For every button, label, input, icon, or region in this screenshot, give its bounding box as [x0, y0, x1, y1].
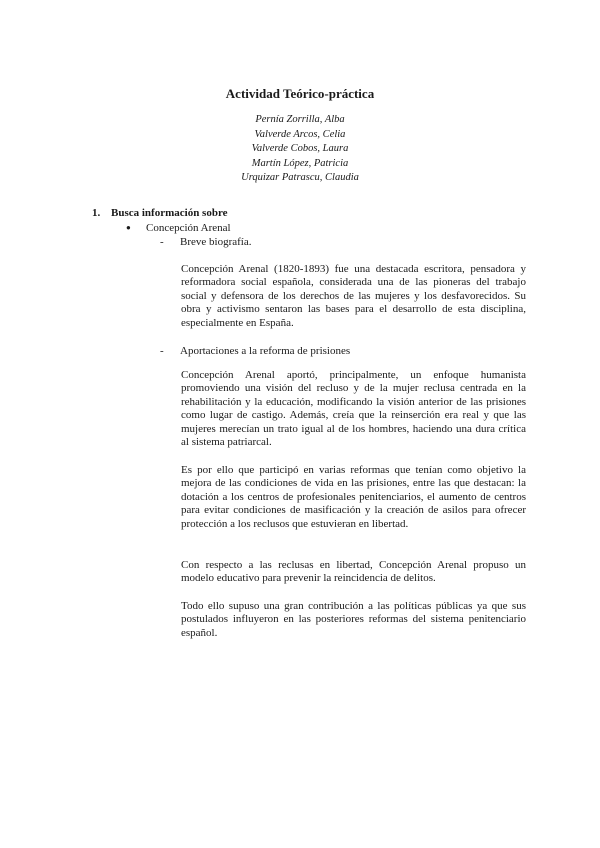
bullet-item — [126, 222, 231, 234]
section-heading-text: Busca información sobre — [111, 207, 228, 219]
author-name: Valverde Arcos, Celia — [254, 128, 346, 140]
paragraph-reforms: Es por ello que participó en varias reformas que tenían como objetivo la mejora de las condiciones de vida en las prisiones, entre las que destacan: la dotación a los centros de profesionales penitenciarios, el aumento de centros para evitar condiciones de masificación y la creación de asilos para ofrecer protección a los reclusos que estuvieran en libertad. — [181, 464, 526, 530]
document-title: Actividad Teórico-práctica — [225, 86, 375, 101]
author-name: Valverde Cobos, Laura — [251, 143, 349, 154]
dash-icon: - — [160, 345, 164, 357]
author-name: Pernía Zorrilla, Alba — [255, 114, 345, 125]
dash-icon: - — [160, 236, 164, 248]
author-list — [0, 113, 600, 186]
subitem-prison-reform — [160, 345, 350, 357]
paragraph-humanist-approach: Concepción Arenal aportó, principalmente, un enfoque humanista promoviendo una visión del recluso y de la mujer reclusa centrada en la rehabilitación y la educación, modificando la visión anterior de las prisiones como lugar de castigo. Además, creía que la reinserción era real y que las mujeres merecían un trato igual al de los hombres, haciendo una dura crítica al sistema patriarcal. — [181, 369, 526, 449]
paragraph-conclusion: Todo ello supuso una gran contribución a las políticas públicas ya que sus postulados influyeron en las posteriores reformas del sistema penitenciario español. — [181, 600, 526, 639]
section-number: 1. — [92, 207, 101, 219]
paragraph-biography: Concepción Arenal (1820-1893) fue una destacada escritora, pensadora y reformadora social española, considerada una de las pioneras del trabajo social y defensora de los derechos de las mujeres y los desfavorecidos. Su obra y activismo sentaron las bases para el desarrollo de esta disciplina, especialmente en España. — [181, 263, 526, 329]
subitem-label: Breve biografía. — [180, 236, 252, 248]
subitem-label: Aportaciones a la reforma de prisiones — [180, 345, 351, 357]
bullet-text: Concepción Arenal — [146, 222, 231, 234]
section-heading — [92, 207, 228, 219]
author-name: Martín López, Patricia — [251, 157, 349, 169]
bullet-icon: ● — [126, 223, 131, 232]
subitem-biography — [160, 236, 251, 248]
author-name: Urquizar Patrascu, Claudia — [241, 172, 359, 183]
paragraph-released-inmates: Con respecto a las reclusas en libertad, Concepción Arenal propuso un modelo educativo para prevenir la reincidencia de delitos. — [181, 559, 526, 585]
